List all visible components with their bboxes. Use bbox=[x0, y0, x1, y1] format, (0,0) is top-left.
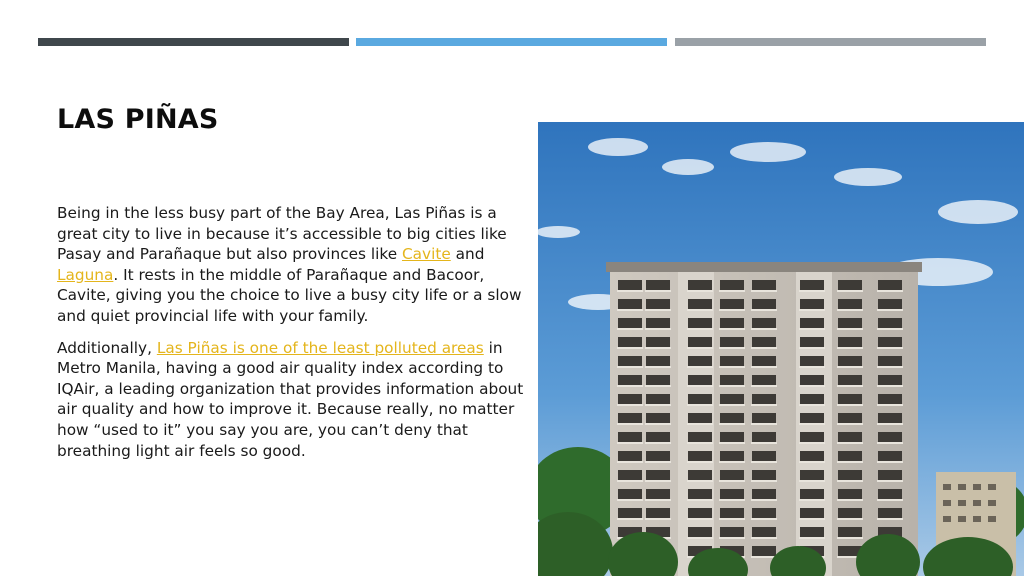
balcony-rail bbox=[617, 423, 643, 425]
building-photo bbox=[538, 122, 1024, 576]
balcony-rail bbox=[751, 328, 777, 330]
laguna-link[interactable]: Laguna bbox=[57, 265, 114, 284]
accent-bar-gray bbox=[675, 38, 986, 46]
balcony-rail bbox=[687, 347, 713, 349]
balcony-rail bbox=[751, 385, 777, 387]
balcony-rail bbox=[799, 328, 825, 330]
balcony-rail bbox=[687, 480, 713, 482]
balcony-rail bbox=[877, 461, 903, 463]
balcony-rail bbox=[719, 423, 745, 425]
balcony-rail bbox=[645, 366, 671, 368]
balcony-rail bbox=[687, 328, 713, 330]
balcony-rail bbox=[719, 499, 745, 501]
balcony-rail bbox=[837, 461, 863, 463]
balcony-rail bbox=[617, 328, 643, 330]
balcony-rail bbox=[837, 518, 863, 520]
balcony-rail bbox=[719, 480, 745, 482]
balcony-rail bbox=[877, 309, 903, 311]
balcony-rail bbox=[645, 404, 671, 406]
balcony-rail bbox=[645, 309, 671, 311]
balcony-rail bbox=[719, 309, 745, 311]
balcony-grid bbox=[617, 280, 903, 558]
balcony-rail bbox=[645, 461, 671, 463]
balcony-rail bbox=[837, 366, 863, 368]
paragraph-2 bbox=[57, 338, 533, 462]
balcony-rail bbox=[617, 480, 643, 482]
balcony-rail bbox=[751, 366, 777, 368]
balcony-rail bbox=[837, 347, 863, 349]
balcony-rail bbox=[617, 347, 643, 349]
balcony-rail bbox=[799, 347, 825, 349]
balcony-rail bbox=[751, 404, 777, 406]
paragraph-1-text-a: Being in the less busy part of the Bay Area, Las Piñas is a great city to live in because it’s accessible to big cities like Pasay and Parañaque but also provinces like bbox=[57, 204, 507, 264]
balcony-rail bbox=[645, 423, 671, 425]
cavite-link[interactable]: Cavite bbox=[401, 245, 451, 264]
balcony-rail bbox=[877, 385, 903, 387]
balcony-rail bbox=[645, 480, 671, 482]
balcony-rail bbox=[687, 518, 713, 520]
balcony-rail bbox=[719, 461, 745, 463]
balcony-rail bbox=[837, 404, 863, 406]
balcony-rail bbox=[617, 442, 643, 444]
paragraph-1 bbox=[57, 203, 533, 327]
balcony-rail bbox=[837, 328, 863, 330]
accent-bar-dark bbox=[38, 38, 349, 46]
balcony-rail bbox=[837, 290, 863, 292]
balcony-rail bbox=[687, 366, 713, 368]
balcony-rail bbox=[751, 461, 777, 463]
balcony-rail bbox=[719, 537, 745, 539]
balcony-rail bbox=[751, 309, 777, 311]
balcony-rail bbox=[687, 442, 713, 444]
paragraph-2-text-a: Additionally, bbox=[57, 338, 157, 357]
balcony-rail bbox=[687, 499, 713, 501]
balcony-rail bbox=[687, 309, 713, 311]
balcony-rail bbox=[687, 385, 713, 387]
balcony-rail bbox=[751, 537, 777, 539]
balcony-rail bbox=[751, 423, 777, 425]
balcony-rail bbox=[719, 442, 745, 444]
balcony-rail bbox=[687, 461, 713, 463]
balcony-rail bbox=[617, 290, 643, 292]
accent-bar-blue bbox=[356, 38, 667, 46]
balcony-rail bbox=[799, 404, 825, 406]
balcony-rail bbox=[645, 385, 671, 387]
balcony-rail bbox=[877, 404, 903, 406]
balcony-rail bbox=[645, 290, 671, 292]
balcony-rail bbox=[645, 518, 671, 520]
paragraph-2-text-b: in Metro Manila, having a good air quality index according to IQAir, a leading organization that provides information about air quality and how to improve it. Because really, no matter how “used to it” you say you are, you can’t deny that breathing light air feels so good. bbox=[57, 338, 524, 460]
balcony-rail bbox=[751, 499, 777, 501]
least-polluted-link[interactable]: Las Piñas is one of the least polluted areas bbox=[156, 338, 484, 357]
balcony-rail bbox=[799, 309, 825, 311]
balcony-rail bbox=[687, 404, 713, 406]
balcony-rail bbox=[617, 366, 643, 368]
slide-title: LAS PIÑAS bbox=[57, 104, 219, 135]
balcony-rail bbox=[751, 480, 777, 482]
balcony-rail bbox=[877, 366, 903, 368]
balcony-rail bbox=[877, 328, 903, 330]
balcony-rail bbox=[617, 385, 643, 387]
balcony-rail bbox=[837, 499, 863, 501]
paragraph-1-text-c: . It rests in the middle of Parañaque and Bacoor, Cavite, giving you the choice to live a busy city life or a slow and quiet provincial life with your family. bbox=[57, 265, 522, 325]
balcony-rail bbox=[799, 518, 825, 520]
balcony-rail bbox=[751, 347, 777, 349]
balcony-rail bbox=[799, 499, 825, 501]
balcony-rail bbox=[837, 309, 863, 311]
balcony-rail bbox=[877, 518, 903, 520]
balcony-rail bbox=[617, 404, 643, 406]
condominium-building-image bbox=[538, 122, 1024, 576]
body-text bbox=[57, 203, 533, 472]
balcony-rail bbox=[687, 290, 713, 292]
balcony-rail bbox=[799, 385, 825, 387]
balcony-rail bbox=[617, 518, 643, 520]
balcony-rail bbox=[799, 480, 825, 482]
balcony-rail bbox=[719, 328, 745, 330]
balcony-rail bbox=[799, 366, 825, 368]
balcony-rail bbox=[751, 556, 777, 558]
balcony-rail bbox=[799, 537, 825, 539]
balcony-rail bbox=[645, 347, 671, 349]
balcony-rail bbox=[719, 404, 745, 406]
balcony-rail bbox=[799, 423, 825, 425]
balcony-rail bbox=[687, 537, 713, 539]
balcony-rail bbox=[799, 461, 825, 463]
balcony-rail bbox=[645, 499, 671, 501]
balcony-rail bbox=[837, 385, 863, 387]
balcony-rail bbox=[751, 442, 777, 444]
balcony-rail bbox=[877, 480, 903, 482]
balcony-rail bbox=[719, 290, 745, 292]
balcony-rail bbox=[719, 366, 745, 368]
balcony-rail bbox=[617, 461, 643, 463]
balcony-rail bbox=[837, 480, 863, 482]
balcony-rail bbox=[719, 518, 745, 520]
balcony-rail bbox=[719, 385, 745, 387]
balcony-rail bbox=[837, 537, 863, 539]
balcony-rail bbox=[877, 423, 903, 425]
balcony-rail bbox=[837, 423, 863, 425]
balcony-rail bbox=[617, 499, 643, 501]
balcony-rail bbox=[799, 290, 825, 292]
balcony-rail bbox=[645, 442, 671, 444]
balcony-rail bbox=[751, 518, 777, 520]
balcony-rail bbox=[645, 328, 671, 330]
roof-line bbox=[606, 262, 922, 272]
balcony-rail bbox=[877, 442, 903, 444]
balcony-rail bbox=[719, 347, 745, 349]
balcony-rail bbox=[877, 290, 903, 292]
balcony-rail bbox=[687, 423, 713, 425]
balcony-rail bbox=[751, 290, 777, 292]
balcony-rail bbox=[877, 347, 903, 349]
balcony-rail bbox=[877, 499, 903, 501]
balcony-rail bbox=[799, 442, 825, 444]
balcony-rail bbox=[837, 442, 863, 444]
paragraph-1-text-b: and bbox=[450, 245, 485, 264]
balcony-rail bbox=[617, 309, 643, 311]
